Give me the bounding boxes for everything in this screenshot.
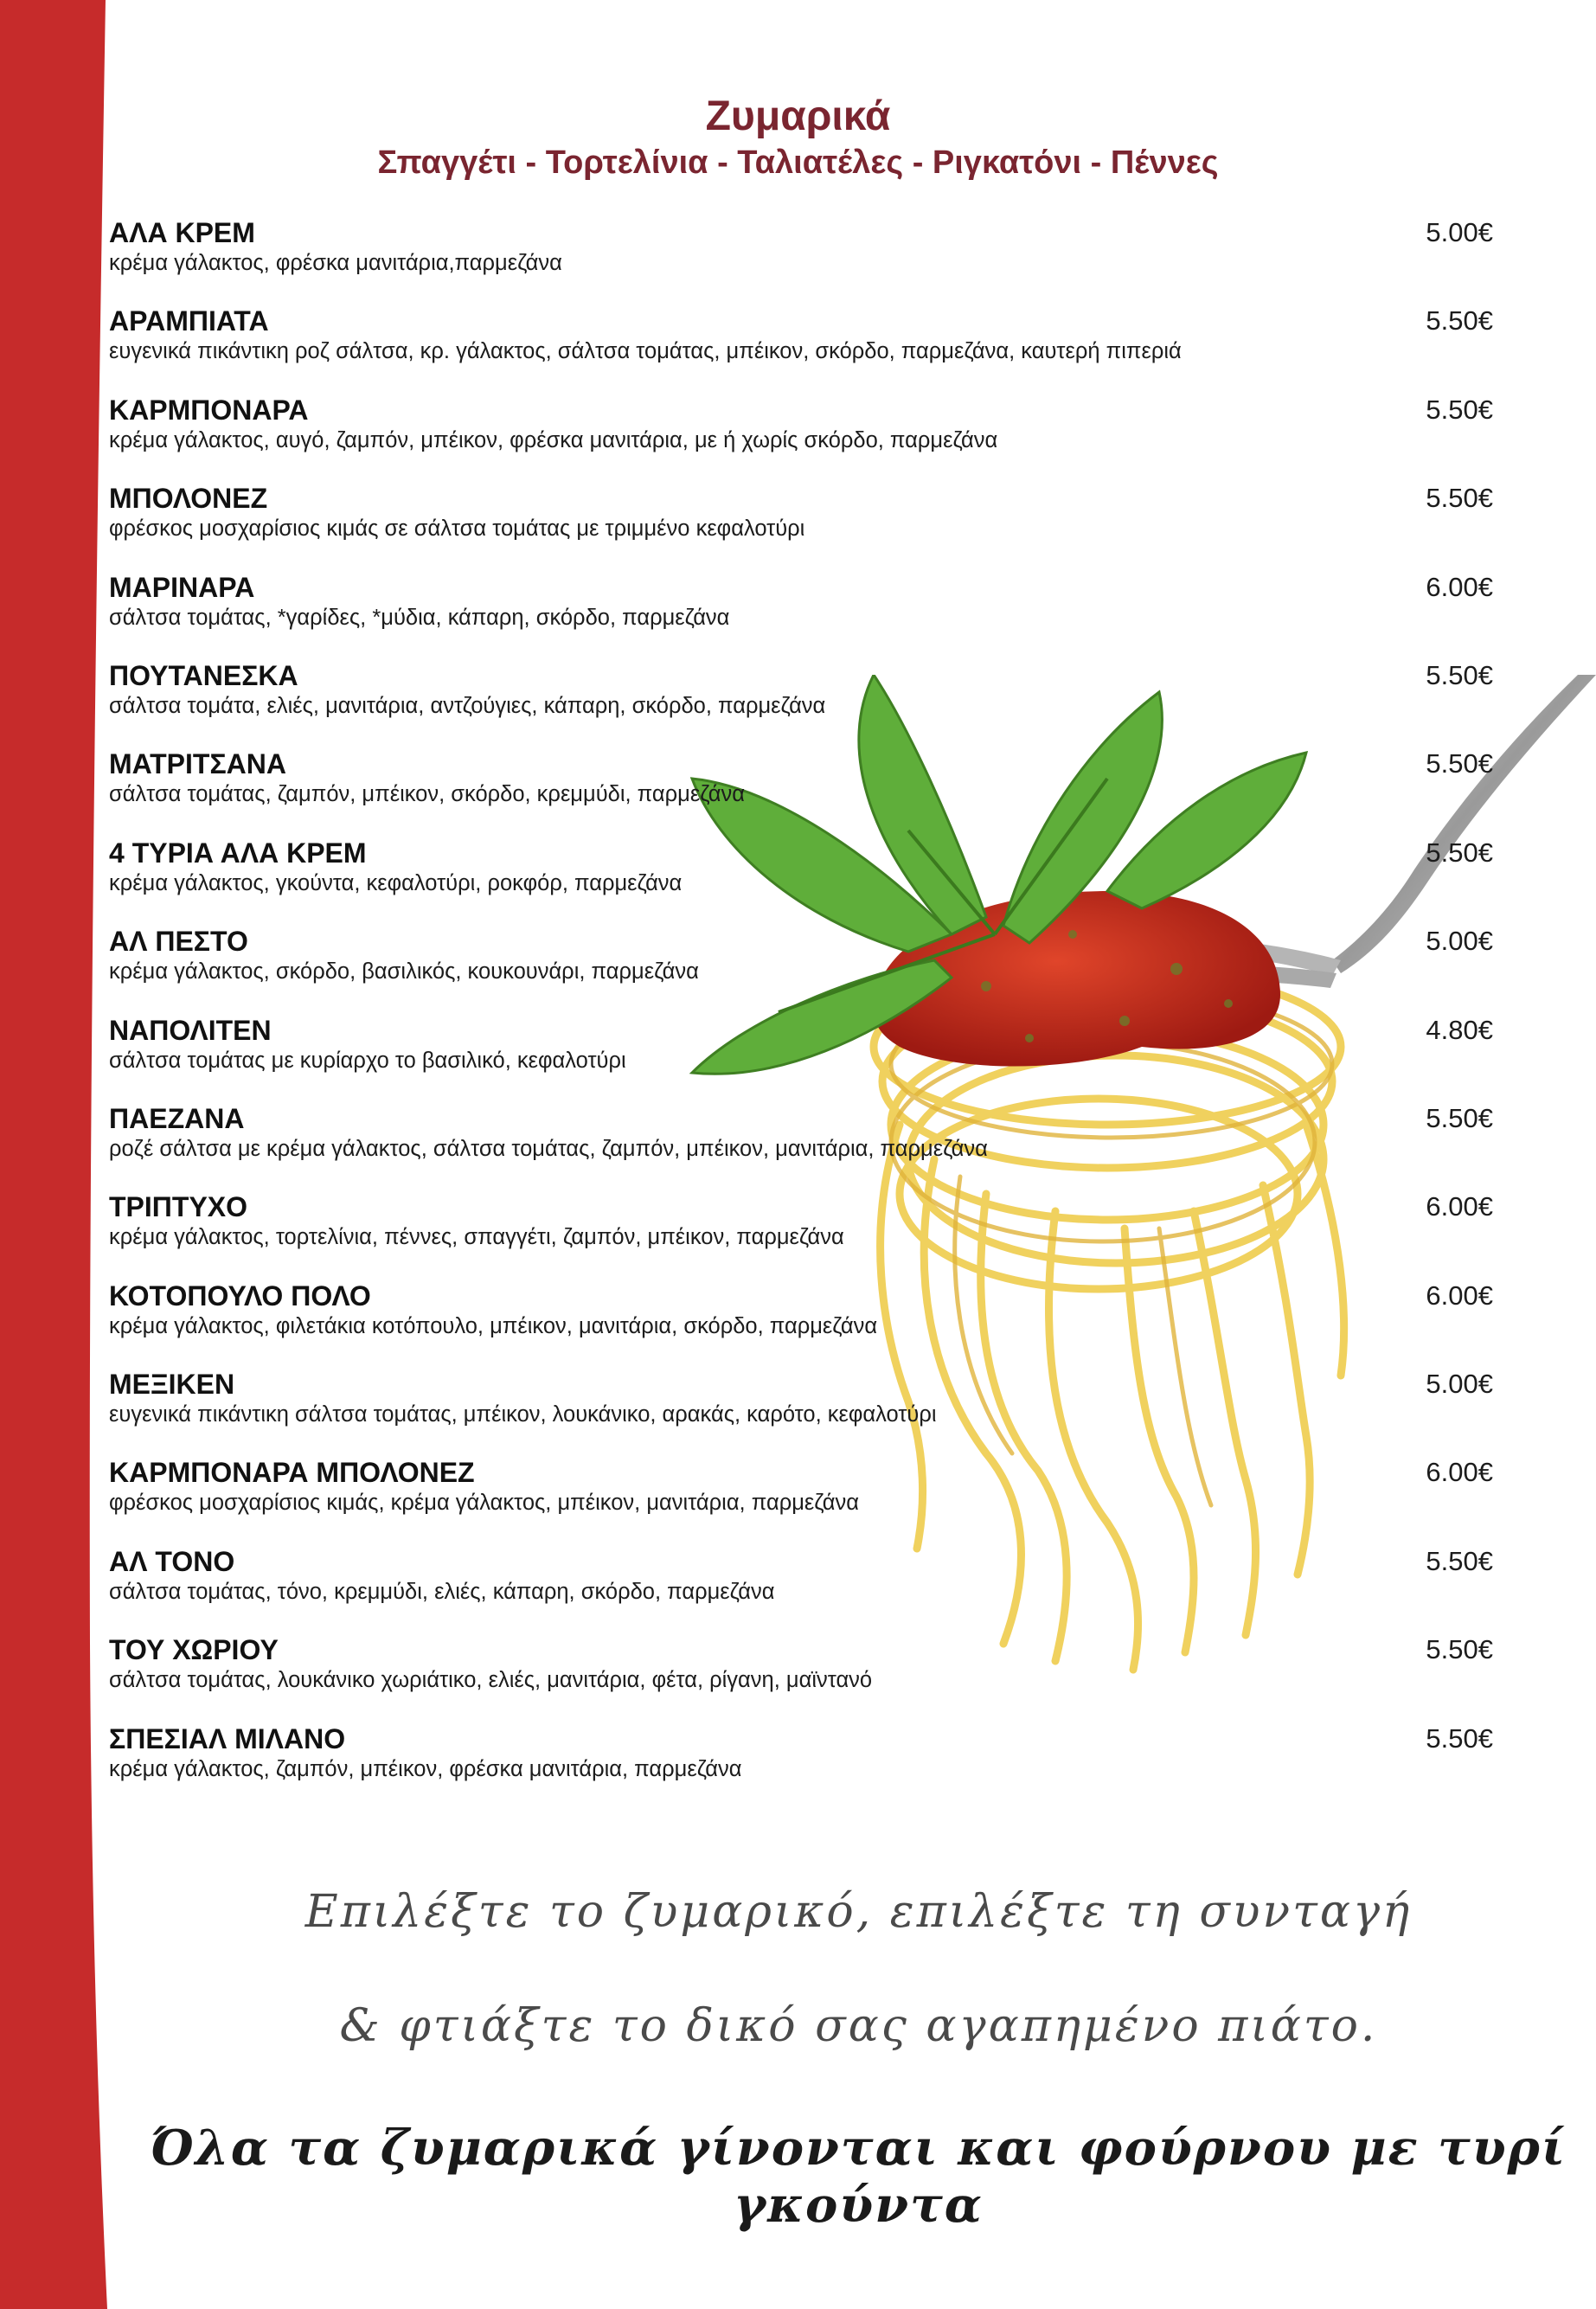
menu-item-price: 5.50€ (1426, 1634, 1493, 1665)
menu-item-name: ΣΠΕΣΙΑΛ ΜΙΛΑΝΟ (109, 1722, 346, 1754)
menu-item-name: 4 ΤΥΡΙΑ ΑΛΑ ΚΡΕΜ (109, 837, 367, 869)
menu-item-price: 5.00€ (1426, 926, 1493, 957)
menu-item (109, 571, 1493, 659)
menu-item-name: ΑΛ ΠΕΣΤΟ (109, 926, 248, 958)
menu-item-name: ΠΑΕΖΑΝΑ (109, 1102, 245, 1134)
menu-item-price: 5.50€ (1426, 837, 1493, 868)
menu-item-price: 6.00€ (1426, 1280, 1493, 1311)
menu-item (109, 1102, 1493, 1190)
menu-item-price: 5.50€ (1426, 483, 1493, 514)
menu-item-description: σάλτσα τομάτας, λουκάνικο χωριάτικο, ελιές, μανιτάρια, φέτα, ρίγανη, μαϊντανό (109, 1668, 873, 1693)
menu-item-description: κρέμα γάλακτος, φρέσκα μανιτάρια,παρμεζάνα (109, 251, 562, 275)
oven-baked-note: Όλα τα ζυμαρικά γίνονται και φούρνου με τυρί γκούντα (150, 2120, 1567, 2234)
menu-item-price: 6.00€ (1426, 1191, 1493, 1222)
menu-item-name: ΑΛΑ ΚΡΕΜ (109, 217, 255, 248)
menu-item-description: κρέμα γάλακτος, γκούντα, κεφαλοτύρι, ροκφόρ, παρμεζάνα (109, 870, 683, 895)
menu-item (109, 1280, 1493, 1368)
menu-item-price: 5.00€ (1426, 217, 1493, 247)
menu-item-name: ΜΑΤΡΙΤΣΑΝΑ (109, 748, 286, 780)
menu-item-description: φρέσκος μοσχαρίσιος κιμάς, κρέμα γάλακτος, μπέικον, μανιτάρια, παρμεζάνα (109, 1491, 860, 1516)
menu-item-name: ΚΟΤΟΠΟΥΛΟ ΠΟΛΟ (109, 1280, 371, 1312)
menu-item-name: ΤΟΥ ΧΩΡΙΟΥ (109, 1634, 279, 1666)
menu-item-description: σάλτσα τομάτα, ελιές, μανιτάρια, αντζούγιες, κάπαρη, σκόρδο, παρμεζάνα (109, 693, 826, 718)
menu-item (109, 925, 1493, 1013)
menu-item (109, 482, 1493, 570)
menu-item-price: 4.80€ (1426, 1014, 1493, 1045)
menu-item-name: ΑΛ ΤΟΝΟ (109, 1545, 235, 1577)
page-subtitle: Σπαγγέτι - Τορτελίνια - Ταλιατέλες - Ριγκατόνι - Πέννες (377, 144, 1219, 181)
red-side-band (0, 0, 121, 2309)
menu-item-price: 5.50€ (1426, 659, 1493, 690)
menu-item (109, 1368, 1493, 1456)
menu-item-price: 6.00€ (1426, 571, 1493, 602)
menu-item-description: σάλτσα τομάτας, ζαμπόν, μπέικον, σκόρδο, κρεμμύδι, παρμεζάνα (109, 782, 745, 807)
menu-item (109, 1190, 1493, 1279)
slogan-line-1: Επιλέξτε το ζυμαρικό, επιλέξτε τη συνταγή (304, 1886, 1413, 1938)
menu-item-price: 6.00€ (1426, 1457, 1493, 1488)
menu-item-price: 5.00€ (1426, 1369, 1493, 1400)
menu-item (109, 1633, 1493, 1722)
menu-item (109, 747, 1493, 836)
menu-item-description: σάλτσα τομάτας, τόνο, κρεμμύδι, ελιές, κάπαρη, σκόρδο, παρμεζάνα (109, 1579, 775, 1604)
menu-item (109, 394, 1493, 482)
menu-item-description: κρέμα γάλακτος, τορτελίνια, πέννες, σπαγγέτι, ζαμπόν, μπέικον, παρμεζάνα (109, 1225, 844, 1250)
menu-item-name: ΚΑΡΜΠΟΝΑΡΑ (109, 394, 309, 426)
slogan-line-2: & φτιάξτε το δικό σας αγαπημένο πιάτο. (339, 2000, 1378, 2052)
menu-item-description: κρέμα γάλακτος, σκόρδο, βασιλικός, κουκουνάρι, παρμεζάνα (109, 959, 699, 985)
menu-item (109, 1456, 1493, 1544)
menu-item-description: ροζέ σάλτσα με κρέμα γάλακτος, σάλτσα τομάτας, ζαμπόν, μπέικον, μανιτάρια, παρμεζάνα (109, 1136, 988, 1161)
menu-item-price: 5.50€ (1426, 1722, 1493, 1754)
menu-item-name: ΝΑΠΟΛΙΤΕΝ (109, 1014, 272, 1046)
menu-item-description: σάλτσα τομάτας, *γαρίδες, *μύδια, κάπαρη, σκόρδο, παρμεζάνα (109, 605, 730, 630)
menu-item (109, 1722, 1493, 1811)
menu-item-description: σάλτσα τομάτας με κυρίαρχο το βασιλικό, κεφαλοτύρι (109, 1048, 626, 1073)
menu-item-description: ευγενικά πικάντικη σάλτσα τομάτας, μπέικον, λουκάνικο, αρακάς, καρότο, κεφαλοτύρι (109, 1402, 937, 1427)
menu-item (109, 216, 1493, 305)
menu-header (0, 92, 1596, 183)
menu-item-description: ευγενικά πικάντικη ροζ σάλτσα, κρ. γάλακτος, σάλτσα τομάτας, μπέικον, σκόρδο, παρμεζάνα, καυτερή πιπεριά (109, 339, 1182, 364)
menu-item-price: 5.50€ (1426, 305, 1493, 337)
menu-item-price: 5.50€ (1426, 1102, 1493, 1133)
menu-item-name: ΜΕΞΙΚΕΝ (109, 1369, 235, 1401)
menu-item-description: κρέμα γάλακτος, αυγό, ζαμπόν, μπέικον, φρέσκα μανιτάρια, με ή χωρίς σκόρδο, παρμεζάνα (109, 427, 998, 452)
menu-item-name: ΚΑΡΜΠΟΝΑΡΑ ΜΠΟΛΟΝΕΖ (109, 1457, 475, 1489)
menu-item (109, 305, 1493, 393)
menu-item (109, 1545, 1493, 1633)
menu-item-description: φρέσκος μοσχαρίσιος κιμάς σε σάλτσα τομάτας με τριμμένο κεφαλοτύρι (109, 516, 805, 542)
menu-item (109, 659, 1493, 747)
menu-item-description: κρέμα γάλακτος, ζαμπόν, μπέικον, φρέσκα μανιτάρια, παρμεζάνα (109, 1756, 742, 1781)
menu-item-name: ΑΡΑΜΠΙΑΤΑ (109, 305, 269, 337)
menu-item-name: ΜΑΡΙΝΑΡΑ (109, 571, 255, 603)
menu-item-name: ΜΠΟΛΟΝΕΖ (109, 483, 268, 515)
page-title: Ζυμαρικά (705, 93, 891, 139)
menu-item (109, 837, 1493, 925)
menu-item-description: κρέμα γάλακτος, φιλετάκια κοτόπουλο, μπέικον, μανιτάρια, σκόρδο, παρμεζάνα (109, 1313, 878, 1338)
menu-item-price: 5.50€ (1426, 748, 1493, 779)
menu-item (109, 1014, 1493, 1102)
menu-item-name: ΤΡΙΠΤΥΧΟ (109, 1191, 248, 1223)
menu-item-price: 5.50€ (1426, 1545, 1493, 1576)
menu-item-price: 5.50€ (1426, 394, 1493, 425)
menu-item-name: ΠΟΥΤΑΝΕΣΚΑ (109, 659, 298, 691)
menu-list (109, 216, 1493, 1811)
